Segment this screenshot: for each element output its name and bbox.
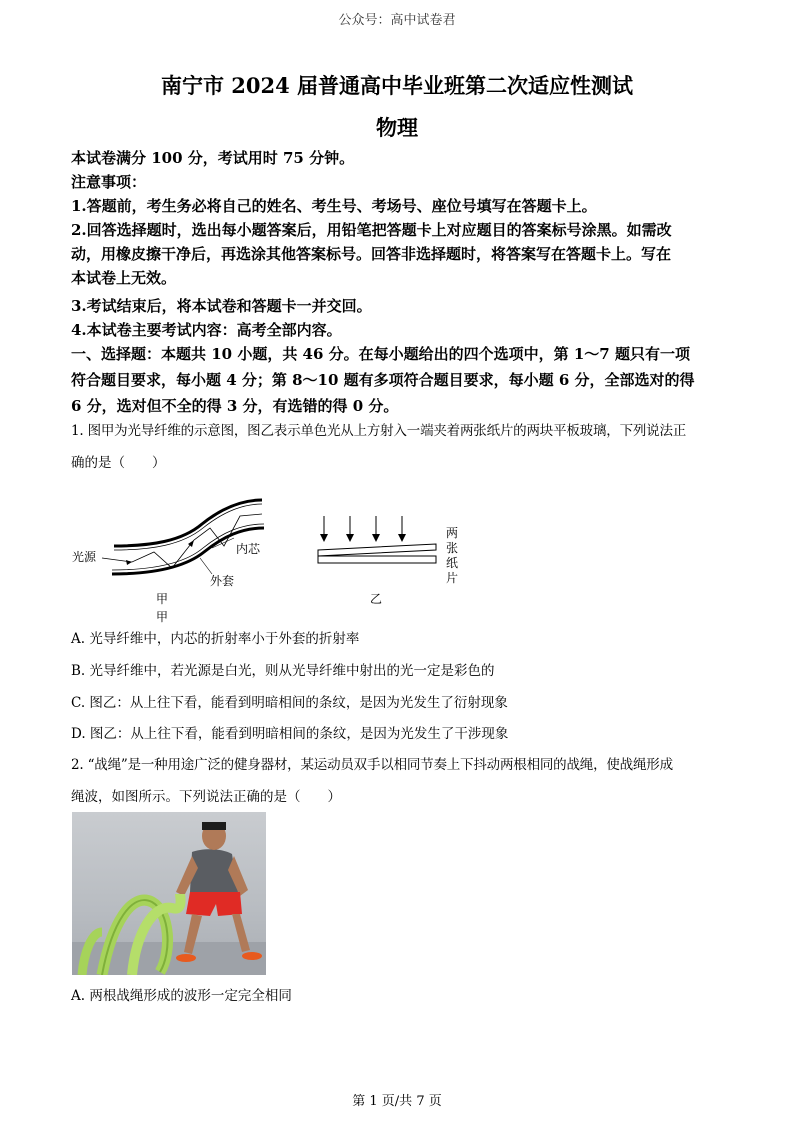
battle-rope-photo	[72, 812, 266, 975]
q1-stem: 1. 图甲为光导纤维的示意图，图乙表示单色光从上方射入一端夹着两张纸片的两块平板玻璃，下列说法正	[71, 423, 687, 439]
notice-score: 本试卷满分 100 分，考试用时 75 分钟。	[71, 149, 355, 167]
label-two-papers-char: 片	[446, 571, 459, 585]
label-inner-core: 内芯	[236, 542, 261, 556]
label-light-source: 光源	[72, 550, 97, 564]
section-heading-b: 符合题目要求，每小题 4 分；第 8～10 题有多项符合题目要求，每小题 6 分，全部选对的得	[71, 371, 695, 389]
exam-title: 南宁市 2024 届普通高中毕业班第二次适应性测试	[160, 73, 634, 98]
notice-item-2c: 本试卷上无效。	[71, 269, 177, 287]
notice-item-4: 4.本试卷主要考试内容：高考全部内容。	[71, 321, 342, 339]
q2-stem-cont: 绳波，如图所示。下列说法正确的是（ ）	[71, 789, 341, 805]
q1-option-d: D. 图乙：从上往下看，能看到明暗相间的条纹，是因为光发生了干涉现象	[71, 726, 509, 742]
q1-option-b: B. 光导纤维中，若光源是白光，则从光导纤维中射出的光一定是彩色的	[71, 663, 495, 679]
section-heading-c: 6 分，选对但不全的得 3 分，有选错的得 0 分。	[71, 397, 399, 415]
battle-rope-illustration	[72, 812, 266, 975]
notice-item-1: 1.答题前，考生务必将自己的姓名、考生号、考场号、座位号填写在答题卡上。	[71, 197, 597, 215]
notice-item-2b: 动，用橡皮擦干净后，再选涂其他答案标号。回答非选择题时，将答案写在答题卡上。写在	[71, 245, 672, 263]
q1-option-c: C. 图乙：从上往下看，能看到明暗相间的条纹，是因为光发生了衍射现象	[71, 695, 508, 711]
figure-caption-jia-repeat: 甲	[156, 610, 169, 624]
label-outer-cladding: 外套	[210, 574, 235, 588]
q2-stem: 2. “战绳”是一种用途广泛的健身器材，某运动员双手以相同节奏上下抖动两根相同的战绳，使战绳形成	[71, 757, 673, 773]
figure-caption-jia: 甲	[156, 592, 169, 606]
figure-caption-yi: 乙	[370, 592, 383, 606]
q1-option-a: A. 光导纤维中，内芯的折射率小于外套的折射率	[71, 631, 360, 647]
page-number: 第 1 页/共 7 页	[352, 1094, 442, 1109]
notice-heading: 注意事项：	[71, 173, 147, 191]
label-two-papers	[446, 526, 460, 586]
q1-stem-cont: 确的是（ ）	[71, 455, 166, 471]
section-heading-a: 一、选择题：本题共 10 小题，共 46 分。在每小题给出的四个选项中，第 1～7 题只有一项	[71, 345, 690, 363]
q2-option-a: A. 两根战绳形成的波形一定完全相同	[71, 988, 292, 1004]
page-header: 公众号：高中试卷君	[338, 13, 456, 28]
wedge-film-figure	[312, 512, 442, 568]
label-two-papers-char: 纸	[446, 556, 459, 570]
lower-glass-plate	[318, 556, 436, 563]
label-two-papers-char: 张	[446, 541, 459, 555]
notice-item-2a: 2.回答选择题时，选出每小题答案后，用铅笔把答题卡上对应题目的答案标号涂黑。如需改	[71, 221, 672, 239]
label-two-papers-char: 两	[446, 526, 459, 540]
notice-item-3: 3.考试结束后，将本试卷和答题卡一并交回。	[71, 297, 372, 315]
subject-title: 物理	[376, 115, 418, 140]
upper-glass-plate	[318, 544, 436, 556]
